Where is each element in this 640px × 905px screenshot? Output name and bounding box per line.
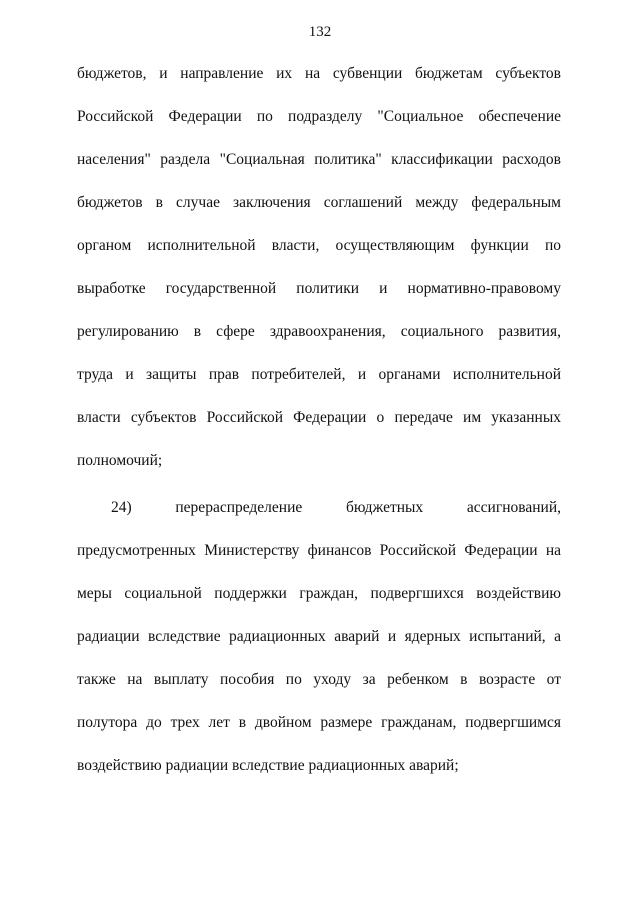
text-line: радиации вследствие радиационных аварий и ядерных испытаний, а <box>77 628 561 645</box>
text-line: Российской Федерации по подразделу "Социальное обеспечение <box>77 108 561 125</box>
text-line: выработке государственной политики и нормативно-правовому <box>77 280 561 297</box>
text-line: власти субъектов Российской Федерации о передаче им указанных <box>77 409 561 426</box>
page-number: 132 <box>308 24 332 40</box>
text-line: меры социальной поддержки граждан, подвергшихся воздействию <box>77 585 561 602</box>
text-line: воздействию радиации вследствие радиационных аварий; <box>77 757 459 774</box>
text-line: также на выплату пособия по уходу за ребенком в возрасте от <box>77 671 561 688</box>
text-line: 24) перераспределение бюджетных ассигнований, <box>111 499 561 516</box>
text-line: предусмотренных Министерству финансов Российской Федерации на <box>77 542 561 559</box>
text-line: полутора до трех лет в двойном размере гражданам, подвергшимся <box>77 714 561 731</box>
text-line: бюджетов, и направление их на субвенции бюджетам субъектов <box>77 65 561 82</box>
text-line: регулированию в сфере здравоохранения, социального развития, <box>77 323 561 340</box>
text-line: полномочий; <box>77 452 163 469</box>
text-line: труда и защиты прав потребителей, и органами исполнительной <box>77 366 561 383</box>
text-line: органом исполнительной власти, осуществляющим функции по <box>77 237 561 254</box>
text-line: населения" раздела "Социальная политика" классификации расходов <box>77 151 561 168</box>
text-line: бюджетов в случае заключения соглашений между федеральным <box>77 194 561 211</box>
